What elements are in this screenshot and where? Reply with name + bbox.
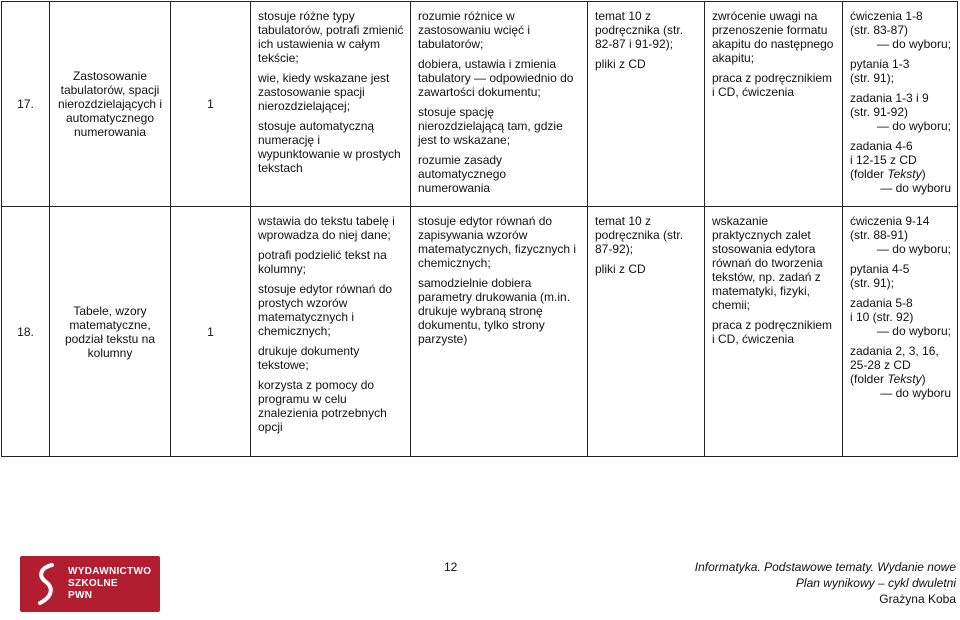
task-line: (str. 91-92)	[850, 105, 909, 119]
sources-item: temat 10 z podręcznika (str. 82-87 i 91-92);	[595, 9, 684, 51]
task-folder-prefix: (folder	[850, 372, 888, 386]
sources	[588, 2, 705, 207]
task-line: (str. 91);	[850, 276, 895, 290]
task-group	[850, 344, 951, 400]
sources-item: temat 10 z podręcznika (str. 87-92);	[595, 214, 684, 256]
task-choice: — do wyboru;	[876, 324, 951, 338]
task-folder	[850, 372, 951, 386]
basic-requirements	[251, 207, 411, 457]
task-line: pytania 1-3	[850, 57, 910, 71]
tasks	[843, 2, 958, 207]
task-folder-suffix: )	[921, 372, 926, 386]
lesson-topic: Zastosowanie tabulatorów, spacji nierozdzielających i automatycznego numerowania	[57, 69, 163, 139]
tasks	[843, 207, 958, 457]
task-folder-name: Teksty	[887, 167, 922, 181]
task-choice: — do wyboru;	[876, 37, 951, 51]
logo-line-1: WYDAWNICTWO	[68, 566, 152, 577]
task-line: (str. 88-91)	[850, 228, 909, 242]
lesson-number: 17.	[17, 97, 34, 111]
basic-requirements	[251, 2, 411, 207]
task-group	[850, 57, 951, 85]
sources-item: pliki z CD	[595, 57, 646, 71]
task-line: (str. 91);	[850, 71, 895, 85]
task-line: pytania 4-5	[850, 262, 910, 276]
extended-requirements-item: stosuje edytor równań do zapisywania wzorów matematycznych, fizycznych i chemicznych;	[418, 214, 577, 270]
methods	[705, 207, 843, 457]
basic-requirements-item: potrafi podzielić tekst na kolumny;	[258, 248, 387, 276]
lesson-hours-cell	[171, 2, 251, 207]
plan-row	[2, 207, 958, 457]
publisher-logo-mark-icon	[32, 562, 60, 606]
extended-requirements-item: rozumie zasady automatycznego numerowania	[418, 153, 507, 195]
lesson-number: 18.	[17, 324, 34, 339]
task-line: (str. 83-87)	[850, 23, 909, 37]
basic-requirements-item: wstawia do tekstu tabelę i wprowadza do niej dane;	[258, 214, 395, 242]
methods-item: praca z podręcznikiem i CD, ćwiczenia	[712, 71, 833, 99]
task-line: zadania 1-3 i 9	[850, 91, 929, 105]
task-folder-prefix: (folder	[850, 167, 888, 181]
publisher-logo-text	[68, 566, 151, 602]
lesson-hours: 1	[207, 324, 214, 339]
lesson-hours: 1	[207, 97, 214, 111]
basic-requirements-item: stosuje edytor równań do prostych wzorów matematycznych i chemicznych;	[258, 282, 393, 338]
extended-requirements-item: stosuje spację nierozdzielającą tam, gdzie jest to wskazane;	[418, 105, 563, 147]
lesson-hours-cell	[171, 207, 251, 457]
task-folder-suffix: )	[921, 167, 926, 181]
plan-row	[2, 2, 958, 207]
footer-plan-title: Plan wynikowy – cykl dwuletni	[795, 576, 956, 590]
footer-credits	[695, 559, 956, 607]
task-line: i 10 (str. 92)	[850, 310, 914, 324]
task-group	[850, 91, 951, 133]
task-line: i 12-15 z CD	[850, 153, 917, 167]
basic-requirements-item: stosuje automatyczną numerację i wypunktowanie w prostych tekstach	[258, 119, 401, 175]
methods-item: praca z podręcznikiem i CD, ćwiczenia	[712, 318, 833, 346]
task-line: zadania 4-6	[850, 139, 913, 153]
lesson-topic-cell	[50, 207, 171, 457]
lesson-topic: Tabele, wzory matematyczne, podział tekstu na kolumny	[64, 303, 156, 360]
task-folder	[850, 167, 951, 181]
task-line: 25-28 z CD	[850, 358, 911, 372]
task-group	[850, 214, 951, 256]
task-folder-name: Teksty	[887, 372, 922, 386]
methods	[705, 2, 843, 207]
basic-requirements-item: wie, kiedy wskazane jest zastosowanie spacji nierozdzielającej;	[258, 71, 390, 113]
page-number: 12	[444, 560, 458, 574]
task-choice: — do wyboru	[880, 386, 951, 400]
task-choice: — do wyboru;	[876, 242, 951, 256]
task-line: ćwiczenia 1-8	[850, 9, 923, 23]
logo-line-2: SZKOLNE	[68, 578, 118, 589]
extended-requirements	[411, 207, 588, 457]
sources-item: pliki z CD	[595, 262, 646, 276]
basic-requirements-item: stosuje różne typy tabulatorów, potrafi zmienić ich ustawienia w całym tekście;	[258, 9, 404, 65]
extended-requirements-item: rozumie różnice w zastosowaniu wcięć i tabulatorów;	[418, 9, 531, 51]
task-group	[850, 296, 951, 338]
footer-author: Grażyna Koba	[879, 592, 956, 606]
extended-requirements-item: dobiera, ustawia i zmienia tabulatory — odpowiednio do zawartości dokumentu;	[418, 57, 574, 99]
task-line: zadania 5-8	[850, 296, 913, 310]
task-group	[850, 9, 951, 51]
basic-requirements-item: korzysta z pomocy do programu w celu znalezienia potrzebnych opcji	[258, 378, 387, 434]
lesson-number-cell	[2, 207, 50, 457]
task-choice: — do wyboru	[880, 181, 951, 195]
extended-requirements	[411, 2, 588, 207]
task-group	[850, 262, 951, 290]
task-line: ćwiczenia 9-14	[850, 214, 930, 228]
logo-line-3: PWN	[68, 590, 93, 601]
task-line: zadania 2, 3, 16,	[850, 344, 939, 358]
sources	[588, 207, 705, 457]
basic-requirements-item: drukuje dokumenty tekstowe;	[258, 344, 360, 372]
task-choice: — do wyboru;	[876, 119, 951, 133]
lesson-topic-cell	[50, 2, 171, 207]
lesson-number-cell	[2, 2, 50, 207]
methods-item: wskazanie praktycznych zalet stosowania edytora równań do tworzenia tekstów, np. zadań z matematyki, fizyki, chemii;	[712, 214, 823, 312]
extended-requirements-item: samodzielnie dobiera parametry drukowania (m.in. drukuje wybraną stronę dokumentu, tylko strony parzyste)	[418, 276, 571, 346]
publisher-logo	[20, 556, 160, 612]
plan-table	[1, 1, 958, 457]
footer-book-title: Informatyka. Podstawowe tematy. Wydanie nowe	[694, 560, 956, 574]
task-group	[850, 139, 951, 195]
methods-item: zwrócenie uwagi na przenoszenie formatu akapitu do następnego akapitu;	[712, 9, 834, 65]
